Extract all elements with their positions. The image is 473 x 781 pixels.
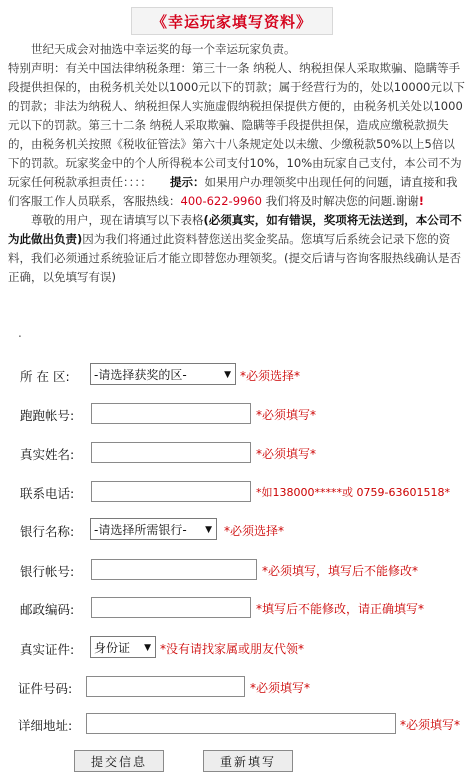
legal-statement-text: 特别声明：有关中国法律纳税条理：第三十一条 纳税人、纳税担保人采取欺骗、隐瞒等手段提供担保的，由税务机关处以1000元以下的罚款；属于经营行为的，处以10000元以下的罚款；非法为纳税人、纳税担保人实施虚假纳税担保提供方便的，由税务机关处以1000元以下的罚款。第三十二条 纳税人采取欺骗、隐瞒等手段提供担保，造成应缴税款损失的，由税务机关按照《税收征管法》第六十八条规定处以未缴、少缴税款50%以上5倍以下的罚款。玩家奖金中的个人所得税本公司支付10%，10%由玩家自己支付，本公司不为玩家任何税款承担责任：：：： bbox=[8, 61, 465, 189]
row-phone bbox=[0, 480, 473, 504]
row-account bbox=[0, 402, 473, 426]
bank-account-input[interactable] bbox=[91, 559, 257, 580]
id-type-select-value: 身份证 bbox=[94, 640, 131, 655]
region-select[interactable] bbox=[90, 363, 236, 385]
region-label: 所 在 区: bbox=[20, 369, 70, 384]
realname-label: 真实姓名: bbox=[20, 447, 75, 462]
notice-text bbox=[8, 40, 466, 287]
submit-button[interactable]: 提交信息 bbox=[74, 750, 164, 772]
id-number-hint: *必须填写* bbox=[250, 681, 311, 695]
address-input[interactable] bbox=[86, 713, 396, 734]
form-instructions bbox=[8, 211, 466, 287]
dropdown-arrow-icon: ▼ bbox=[205, 525, 212, 535]
phone-label: 联系电话: bbox=[20, 486, 75, 501]
row-realname bbox=[0, 441, 473, 465]
bank-account-label: 银行帐号: bbox=[20, 564, 75, 579]
id-type-label: 真实证件: bbox=[20, 642, 75, 657]
row-region bbox=[0, 363, 473, 387]
account-input[interactable] bbox=[91, 403, 251, 424]
postcode-label: 邮政编码: bbox=[20, 602, 75, 617]
id-number-input[interactable] bbox=[86, 676, 245, 697]
dropdown-arrow-icon: ▼ bbox=[144, 643, 151, 653]
legal-statement bbox=[8, 59, 466, 211]
instructions-end: 因为我们将通过此资料替您送出奖金奖品。您填写后系统会记录下您的资料，我们必须通过系统验证后才能立即替您办理领奖。(提交后请与咨询客服热线确认是否正确，以免填写有误) bbox=[8, 232, 461, 284]
instructions-start: 尊敬的用户，现在请填写以下表格 bbox=[31, 213, 204, 227]
bank-select-value: -请选择所需银行- bbox=[94, 522, 187, 537]
hotline-number: 400-622-9960 bbox=[180, 194, 262, 208]
row-id-type bbox=[0, 636, 473, 660]
bank-hint: *必须选择* bbox=[224, 524, 285, 538]
account-hint: *必须填写* bbox=[256, 408, 317, 422]
realname-input[interactable] bbox=[91, 442, 251, 463]
address-label: 详细地址: bbox=[18, 718, 73, 733]
row-bank-account bbox=[0, 558, 473, 582]
bank-account-hint: *必须填写，填写后不能修改* bbox=[262, 564, 419, 578]
id-type-select[interactable] bbox=[90, 636, 156, 658]
id-type-hint: *没有请找家属或朋友代领* bbox=[160, 642, 305, 656]
dropdown-arrow-icon: ▼ bbox=[224, 370, 231, 380]
separator-dot: . bbox=[18, 326, 22, 340]
address-hint: *必须填写* bbox=[400, 718, 461, 732]
row-id-number bbox=[0, 675, 473, 699]
instructions-warning: (必须真实，如有错误，奖项将无法送到，本公司不为此做出负责) bbox=[8, 213, 462, 246]
postcode-hint: *填写后不能修改，请正确填写* bbox=[256, 602, 425, 616]
tip-text: 如果用户办理领奖中出现任何的问题，请直接和我们客服工作人员联系，客服热线： bbox=[8, 175, 458, 208]
tip-end: 我们将及时解决您的问题.谢谢 bbox=[265, 194, 419, 208]
account-label: 跑跑帐号: bbox=[20, 408, 75, 423]
notice-intro: 世纪天成会对抽选中幸运奖的每一个幸运玩家负责。 bbox=[31, 42, 296, 56]
tip-exclaim: ! bbox=[418, 194, 425, 208]
phone-input[interactable] bbox=[91, 481, 251, 502]
row-address bbox=[0, 712, 473, 736]
id-number-label: 证件号码: bbox=[18, 681, 73, 696]
row-bank bbox=[0, 518, 473, 542]
bank-select[interactable] bbox=[90, 518, 217, 540]
tip-label: 提示： bbox=[170, 175, 205, 189]
region-select-value: -请选择获奖的区- bbox=[94, 367, 187, 382]
region-hint: *必须选择* bbox=[240, 369, 301, 383]
postcode-input[interactable] bbox=[91, 597, 251, 618]
bank-label: 银行名称: bbox=[20, 524, 75, 539]
phone-hint: *如138000*****或 0759-63601518* bbox=[256, 486, 450, 499]
realname-hint: *必须填写* bbox=[256, 447, 317, 461]
reset-button[interactable]: 重新填写 bbox=[203, 750, 293, 772]
page-title: 《幸运玩家填写资料》 bbox=[131, 7, 333, 35]
row-postcode bbox=[0, 596, 473, 620]
